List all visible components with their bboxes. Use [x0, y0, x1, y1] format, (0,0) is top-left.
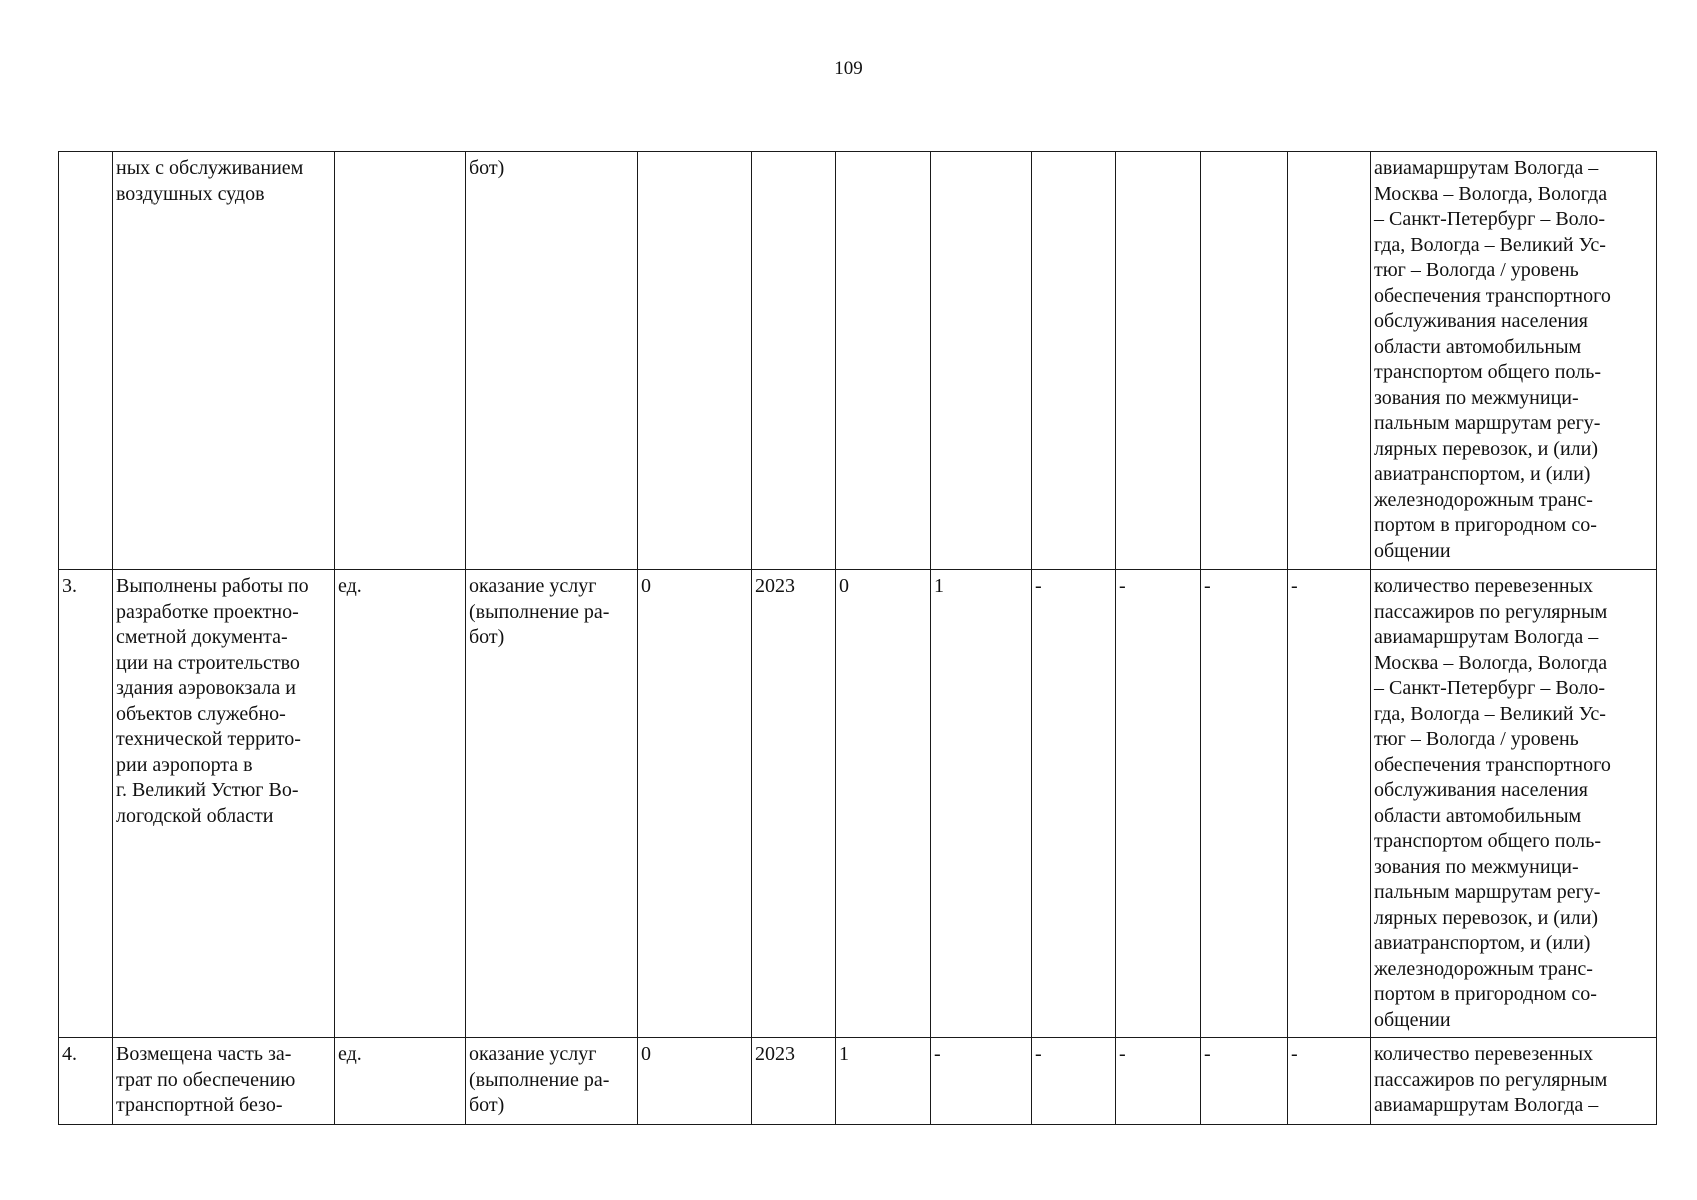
indicator-link-cell: количество перевезенных пассажиров по регулярным авиамаршрутам Вологда – Москва – Вологда, Вологда – Санкт-Петербург – Воло- гда, Вологда – Великий Ус- тюг – Вологда / уровень обеспечения транспортного обслуживания населения области автомобильным транспортом общего поль- зования по межмуници- пальным маршрутам регу- лярных перевозок, и (или) авиатранспортом, и (или) железнодорожным транс- портом в пригородном со- общении	[1371, 570, 1657, 1038]
base-value-cell: 0	[638, 570, 752, 1038]
result-name-cell: ных с обслуживанием воздушных судов	[113, 152, 335, 570]
unit-cell	[335, 152, 466, 570]
value-cell-2: 1	[931, 570, 1032, 1038]
value-cell-3: -	[1032, 570, 1116, 1038]
row-number-cell	[59, 152, 113, 570]
value-cell-6: -	[1288, 1038, 1371, 1125]
result-name-cell: Выполнены работы по разработке проектно- сметной документа- ции на строительство здания аэровокзала и объектов служебно- технической террито- рии аэропорта в г. Великий Устюг Во- логодской области	[113, 570, 335, 1038]
table-row	[59, 570, 1657, 1038]
base-value-cell: 0	[638, 1038, 752, 1125]
value-cell-2: -	[931, 1038, 1032, 1125]
value-cell-1	[836, 152, 931, 570]
indicators-table	[58, 151, 1657, 1125]
result-type-cell: оказание услуг (выполнение ра- бот)	[466, 570, 638, 1038]
value-cell-3: -	[1032, 1038, 1116, 1125]
table-row	[59, 152, 1657, 570]
unit-cell: ед.	[335, 1038, 466, 1125]
result-name-cell: Возмещена часть за- трат по обеспечению транспортной безо-	[113, 1038, 335, 1125]
value-cell-1: 1	[836, 1038, 931, 1125]
value-cell-2	[931, 152, 1032, 570]
value-cell-4: -	[1116, 1038, 1201, 1125]
table-row	[59, 1038, 1657, 1125]
indicator-link-cell: авиамаршрутам Вологда – Москва – Вологда, Вологда – Санкт-Петербург – Воло- гда, Вологда – Великий Ус- тюг – Вологда / уровень обеспечения транспортного обслуживания населения области автомобильным транспортом общего поль- зования по межмуници- пальным маршрутам регу- лярных перевозок, и (или) авиатранспортом, и (или) железнодорожным транс- портом в пригородном со- общении	[1371, 152, 1657, 570]
value-cell-6	[1288, 152, 1371, 570]
result-type-cell: бот)	[466, 152, 638, 570]
value-cell-6: -	[1288, 570, 1371, 1038]
indicator-link-cell: количество перевезенных пассажиров по регулярным авиамаршрутам Вологда –	[1371, 1038, 1657, 1125]
result-type-cell: оказание услуг (выполнение ра- бот)	[466, 1038, 638, 1125]
value-cell-5	[1201, 152, 1288, 570]
value-cell-4	[1116, 152, 1201, 570]
row-number-cell: 3.	[59, 570, 113, 1038]
page-number: 109	[834, 58, 863, 79]
base-year-cell: 2023	[752, 1038, 836, 1125]
base-year-cell	[752, 152, 836, 570]
value-cell-3	[1032, 152, 1116, 570]
base-value-cell	[638, 152, 752, 570]
row-number-cell: 4.	[59, 1038, 113, 1125]
value-cell-4: -	[1116, 570, 1201, 1038]
base-year-cell: 2023	[752, 570, 836, 1038]
value-cell-1: 0	[836, 570, 931, 1038]
unit-cell: ед.	[335, 570, 466, 1038]
value-cell-5: -	[1201, 1038, 1288, 1125]
value-cell-5: -	[1201, 570, 1288, 1038]
